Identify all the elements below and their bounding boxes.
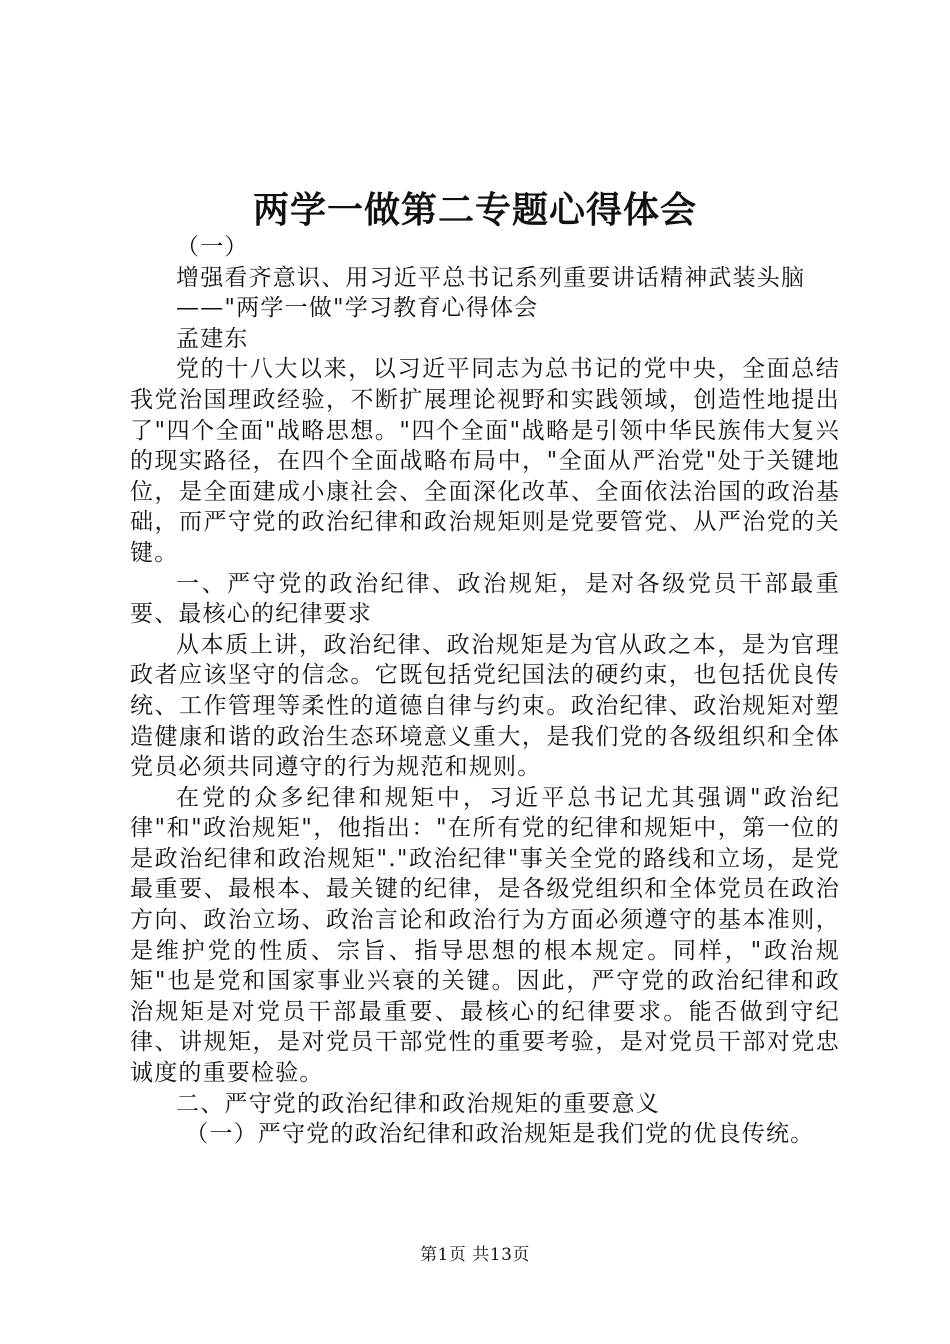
body-paragraph: 从本质上讲，政治纪律、政治规矩是为官从政之本，是为官理政者应该坚守的信念。它既包括党纪国法的硬约束，也包括优良传统、工作管理等柔性的道德自律与约束。政治纪律、政治规矩对塑造健康和谐的政治生态环境意义重大，是我们党的各级组织和全体党员必须共同遵守的行为规范和规则。 (130, 631, 840, 781)
section-heading-2: 二、严守党的政治纪律和政治规矩的重要意义 (176, 1090, 660, 1117)
section-heading-1: 一、严守党的政治纪律、政治规矩，是对各级党员干部最重要、最核心的纪律要求 (130, 570, 840, 628)
subtitle-dash-line: ——"两学一做"学习教育心得体会 (176, 295, 539, 322)
body-paragraph: 党的十八大以来，以习近平同志为总书记的党中央，全面总结我党治国理政经验，不断扩展理论视野和实践领域，创造性地提出了"四个全面"战略思想。"四个全面"战略是引领中华民族伟大复兴的现实路径，在四个全面战略布局中，"全面从严治党"处于关键地位，是全面建成小康社会、全面深化改革、全面依法治国的政治基础，而严守党的政治纪律和政治规矩则是党要管党、从严治党的关键。 (130, 356, 840, 566)
document-body (130, 232, 840, 1150)
section-marker: （一） (176, 234, 249, 260)
body-paragraph: 在党的众多纪律和规矩中，习近平总书记尤其强调"政治纪律"和"政治规矩"，他指出："在所有党的纪律和规矩中，第一位的是政治纪律和政治规矩"."政治纪律"事关全党的路线和立场，是党最重要、最根本、最关键的纪律，是各级党组织和全体党员在政治方向、政治立场、政治言论和政治行为方面必须遵守的基本准则，是维护党的性质、宗旨、指导思想的根本规定。同样，"政治规矩"也是党和国家事业兴衰的关键。因此，严守党的政治纪律和政治规矩是对党员干部最重要、最核心的纪律要求。能否做到守纪律、讲规矩，是对党员干部党性的重要考验，是对党员干部对党忠诚度的重要检验。 (130, 784, 840, 1087)
author-name: 孟建东 (176, 325, 249, 352)
subtitle-heading: 增强看齐意识、用习近平总书记系列重要讲话精神武装头脑 (176, 264, 806, 291)
page-footer: 第1页 共13页 (420, 1245, 530, 1265)
subsection-heading: （一）严守党的政治纪律和政治规矩是我们党的优良传统。 (185, 1121, 815, 1148)
document-title: 两学一做第二专题心得体会 (252, 189, 697, 231)
